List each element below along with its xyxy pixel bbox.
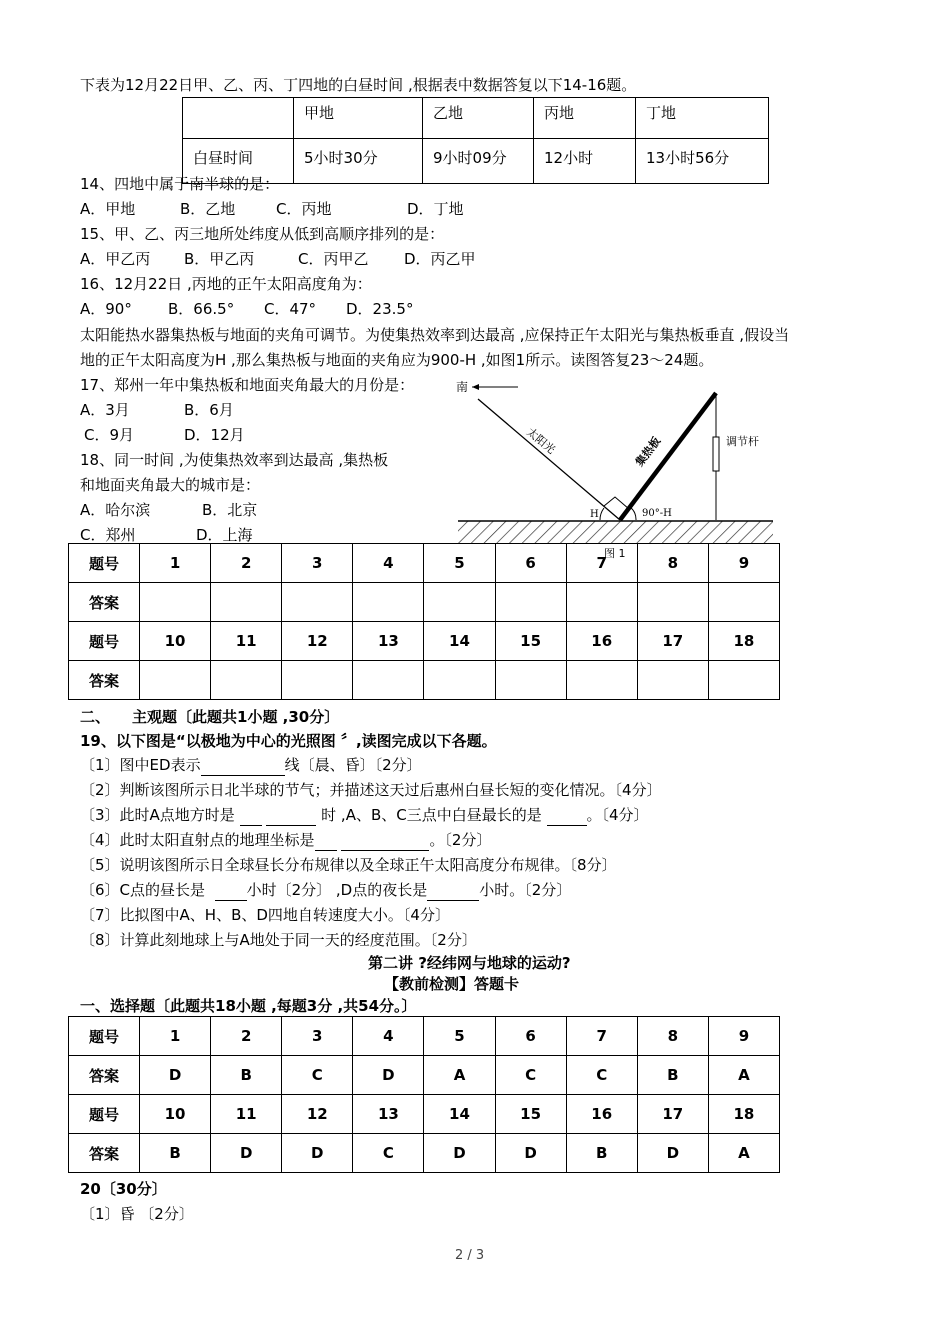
grid2-number-label: 题号 [69, 1095, 140, 1134]
grid2-answer-row2 [69, 1134, 780, 1173]
grid2-answer-cell: A [708, 1056, 779, 1095]
grid2-answer-label: 答案 [69, 1056, 140, 1095]
daylight-table [182, 97, 769, 184]
grid2-answer-cell: C [353, 1134, 424, 1173]
blank-line[interactable] [215, 880, 247, 901]
grid1-answer-cell[interactable] [637, 661, 708, 700]
grid2-answer-cell: D [495, 1134, 566, 1173]
lecture-title: 第二讲 ?经纬网与地球的运动? [368, 954, 571, 972]
grid2-number-cell: 17 [637, 1095, 708, 1134]
grid1-number-cell: 2 [211, 544, 282, 583]
grid1-answer-cell[interactable] [495, 661, 566, 700]
q20-heading: 20〔30分〕 [80, 1180, 167, 1198]
value-jia: 5小时30分 [294, 139, 423, 184]
q14-option-d: D．丁地 [407, 200, 464, 218]
solar-panel-figure [448, 375, 778, 565]
grid2-number-cell: 8 [637, 1017, 708, 1056]
grid1-number-row1 [69, 544, 780, 583]
grid1-number-label: 题号 [69, 622, 140, 661]
blank-line[interactable] [315, 830, 337, 851]
figure-h-label: H [590, 509, 599, 520]
section2-number: 二、 [80, 708, 111, 726]
q17-option-c: C．9月 [84, 426, 135, 444]
q14-option-b: B．乙地 [180, 200, 236, 218]
q19-part2: 〔2〕判断该图所示日北半球的节气；并描述这天过后惠州白昼长短的变化情况。〔4分〕 [80, 781, 662, 799]
blank-line[interactable] [405, 830, 429, 851]
blank-line[interactable] [341, 830, 405, 851]
q20-part1-answer: 〔1〕昏 〔2分〕 [80, 1205, 194, 1223]
grid1-number-row2 [69, 622, 780, 661]
q17-option-d: D．12月 [184, 426, 245, 444]
grid1-number-cell: 15 [495, 622, 566, 661]
q19-part6: 〔6〕C点的昼长是 小时〔2分〕 ,D点的夜长是 小时。〔2分〕 [80, 881, 572, 899]
grid2-answer-cell: D [211, 1134, 282, 1173]
grid2-answer-cell: D [140, 1056, 211, 1095]
blank-line[interactable] [427, 880, 479, 901]
grid2-number-cell: 6 [495, 1017, 566, 1056]
grid2-answer-cell: A [424, 1056, 495, 1095]
figure-angle-label: 90°-H [642, 508, 672, 519]
grid1-number-cell: 11 [211, 622, 282, 661]
grid1-answer-cell[interactable] [708, 661, 779, 700]
answer-grid-filled [68, 1016, 780, 1173]
grid1-number-label: 题号 [69, 544, 140, 583]
q19-stem: 19、以下图是“以极地为中心的光照图 〞,读图完成以下各题。 [80, 732, 497, 750]
header-yi: 乙地 [423, 98, 534, 139]
grid1-answer-cell[interactable] [424, 661, 495, 700]
q19-part3: 〔3〕此时A点地方时是 时 ,A、B、C三点中白昼最长的是 。〔4分〕 [80, 806, 649, 824]
collector-panel [620, 393, 716, 520]
q19-part4: 〔4〕此时太阳直射点的地理坐标是 。〔2分〕 [80, 831, 492, 849]
grid1-number-cell: 8 [637, 544, 708, 583]
q16-option-c: C．47° [264, 300, 317, 318]
grid1-number-cell: 16 [566, 622, 637, 661]
q14-stem: 14、四地中属于南半球的是： [80, 175, 280, 193]
grid1-number-cell: 14 [424, 622, 495, 661]
value-yi: 9小时09分 [423, 139, 534, 184]
figure-rod-label: 调节杆 [726, 435, 759, 448]
grid2-number-cell: 15 [495, 1095, 566, 1134]
grid1-answer-cell[interactable] [708, 583, 779, 622]
blank-line[interactable] [240, 805, 262, 826]
grid2-number-cell: 2 [211, 1017, 282, 1056]
q18-option-c: C．郑州 [80, 526, 136, 544]
grid1-number-cell: 7 [566, 544, 637, 583]
header-blank [183, 98, 294, 139]
grid2-number-label: 题号 [69, 1017, 140, 1056]
q15-option-d: D．丙乙甲 [404, 250, 476, 268]
grid2-number-cell: 14 [424, 1095, 495, 1134]
row-label: 白昼时间 [183, 139, 294, 184]
right-angle-mark [604, 497, 629, 509]
figure-south-label: 南 [456, 380, 469, 394]
q18-stem-line1: 18、同一时间 ,为使集热效率到达最高 ,集热板 [80, 451, 389, 469]
grid2-answer-cell: B [140, 1134, 211, 1173]
q18-option-d: D．上海 [196, 526, 253, 544]
blank-line[interactable] [201, 755, 285, 776]
q14-option-c: C．丙地 [276, 200, 332, 218]
grid1-answer-cell[interactable] [211, 661, 282, 700]
sunlight-ray [478, 399, 620, 520]
q19-part8: 〔8〕计算此刻地球上与A地处于同一天的经度范围。〔2分〕 [80, 931, 477, 949]
h-angle-arc [600, 508, 604, 520]
grid1-answer-cell[interactable] [282, 661, 353, 700]
section2-title: 主观题〔此题共1小题 ,30分〕 [132, 708, 340, 726]
figure-panel-label: 集热板 [633, 434, 664, 469]
q15-option-c: C．丙甲乙 [298, 250, 369, 268]
grid2-answer-row1 [69, 1056, 780, 1095]
grid1-number-cell: 5 [424, 544, 495, 583]
grid2-answer-cell: C [566, 1056, 637, 1095]
section1-title: 一、选择题〔此题共18小题 ,每题3分 ,共54分。〕 [80, 997, 417, 1015]
grid2-number-cell: 16 [566, 1095, 637, 1134]
q15-option-b: B．甲乙丙 [184, 250, 255, 268]
grid1-answer-cell[interactable] [353, 583, 424, 622]
grid1-number-cell: 13 [353, 622, 424, 661]
header-ding: 丁地 [636, 98, 769, 139]
grid2-number-row2 [69, 1095, 780, 1134]
grid2-answer-cell: C [282, 1056, 353, 1095]
q16-option-b: B．66.5° [168, 300, 235, 318]
q17-option-b: B．6月 [184, 401, 234, 419]
grid1-answer-label: 答案 [69, 583, 140, 622]
answer-grid-blank [68, 543, 780, 700]
grid2-number-cell: 11 [211, 1095, 282, 1134]
grid1-answer-cell[interactable] [140, 583, 211, 622]
q15-stem: 15、甲、乙、丙三地所处纬度从低到高顺序排列的是： [80, 225, 445, 243]
q17-option-a: A．3月 [80, 401, 130, 419]
q16-option-a: A．90° [80, 300, 132, 318]
grid1-number-cell: 18 [708, 622, 779, 661]
q16-option-d: D．23.5° [346, 300, 414, 318]
q18-option-a: A．哈尔滨 [80, 501, 151, 519]
grid1-answer-cell[interactable] [140, 661, 211, 700]
grid2-number-cell: 7 [566, 1017, 637, 1056]
grid2-answer-cell: B [637, 1056, 708, 1095]
grid2-number-cell: 12 [282, 1095, 353, 1134]
grid1-answer-cell[interactable] [353, 661, 424, 700]
grid2-answer-cell: D [282, 1134, 353, 1173]
solar-paragraph-line2: 地的正午太阳高度为H ,那么集热板与地面的夹角应为900-H ,如图1所示。读图答复23～24题。 [80, 351, 714, 369]
grid1-number-cell: 4 [353, 544, 424, 583]
grid1-answer-cell[interactable] [211, 583, 282, 622]
blank-line[interactable] [547, 805, 587, 826]
q18-stem-line2: 和地面夹角最大的城市是： [80, 476, 261, 494]
grid1-answer-row1 [69, 583, 780, 622]
q18-option-b: B．北京 [202, 501, 258, 519]
grid2-answer-cell: D [353, 1056, 424, 1095]
grid2-number-cell: 18 [708, 1095, 779, 1134]
grid1-number-cell: 6 [495, 544, 566, 583]
grid1-answer-label: 答案 [69, 661, 140, 700]
grid1-answer-cell[interactable] [424, 583, 495, 622]
grid1-answer-cell[interactable] [637, 583, 708, 622]
grid2-answer-cell: C [495, 1056, 566, 1095]
grid2-number-cell: 3 [282, 1017, 353, 1056]
grid2-number-cell: 1 [140, 1017, 211, 1056]
grid1-answer-cell[interactable] [566, 661, 637, 700]
grid2-number-cell: 4 [353, 1017, 424, 1056]
grid2-answer-cell: D [637, 1134, 708, 1173]
grid2-number-cell: 5 [424, 1017, 495, 1056]
value-ding: 13小时56分 [636, 139, 769, 184]
grid2-answer-cell: D [424, 1134, 495, 1173]
grid2-number-row1 [69, 1017, 780, 1056]
ground-hatch [458, 521, 773, 543]
q19-part5: 〔5〕说明该图所示日全球昼长分布规律以及全球正午太阳高度分布规律。〔8分〕 [80, 856, 617, 874]
blank-line[interactable] [266, 805, 316, 826]
south-arrow-head-icon [472, 384, 479, 390]
intro-text: 下表为12月22日甲、乙、丙、丁四地的白昼时间 ,根据表中数据答复以下14-16题。 [80, 76, 637, 94]
grid2-answer-label: 答案 [69, 1134, 140, 1173]
solar-paragraph-line1: 太阳能热水器集热板与地面的夹角可调节。为使集热效率到达最高 ,应保持正午太阳光与集热板垂直 ,假设当 [80, 326, 790, 344]
grid1-number-cell: 1 [140, 544, 211, 583]
grid1-number-cell: 9 [708, 544, 779, 583]
grid1-answer-cell[interactable] [495, 583, 566, 622]
grid2-answer-cell: B [211, 1056, 282, 1095]
grid2-answer-cell: B [566, 1134, 637, 1173]
grid2-number-cell: 13 [353, 1095, 424, 1134]
grid1-number-cell: 12 [282, 622, 353, 661]
grid1-answer-cell[interactable] [566, 583, 637, 622]
value-bing: 12小时 [534, 139, 636, 184]
grid1-number-cell: 17 [637, 622, 708, 661]
grid1-number-cell: 10 [140, 622, 211, 661]
grid1-number-cell: 3 [282, 544, 353, 583]
header-bing: 丙地 [534, 98, 636, 139]
grid2-number-cell: 9 [708, 1017, 779, 1056]
q19-part7: 〔7〕比拟图中A、H、B、D四地自转速度大小。〔4分〕 [80, 906, 450, 924]
answer-card-title: 【教前检测】答题卡 [384, 975, 520, 993]
header-jia: 甲地 [294, 98, 423, 139]
grid1-answer-row2 [69, 661, 780, 700]
rod-sleeve [713, 437, 719, 471]
q14-option-a: A．甲地 [80, 200, 136, 218]
q19-part1: 〔1〕图中ED表示 线〔晨、昏〕〔2分〕 [80, 756, 422, 774]
page-number: 2 / 3 [455, 1248, 485, 1263]
q17-stem: 17、郑州一年中集热板和地面夹角最大的月份是： [80, 376, 415, 394]
q15-option-a: A．甲乙丙 [80, 250, 151, 268]
figure-sunlight-label: 太阳光 [524, 425, 558, 457]
q16-stem: 16、12月22日 ,丙地的正午太阳高度角为： [80, 275, 372, 293]
grid1-answer-cell[interactable] [282, 583, 353, 622]
grid2-number-cell: 10 [140, 1095, 211, 1134]
figure-caption: 图 1 [604, 547, 626, 560]
grid2-answer-cell: A [708, 1134, 779, 1173]
